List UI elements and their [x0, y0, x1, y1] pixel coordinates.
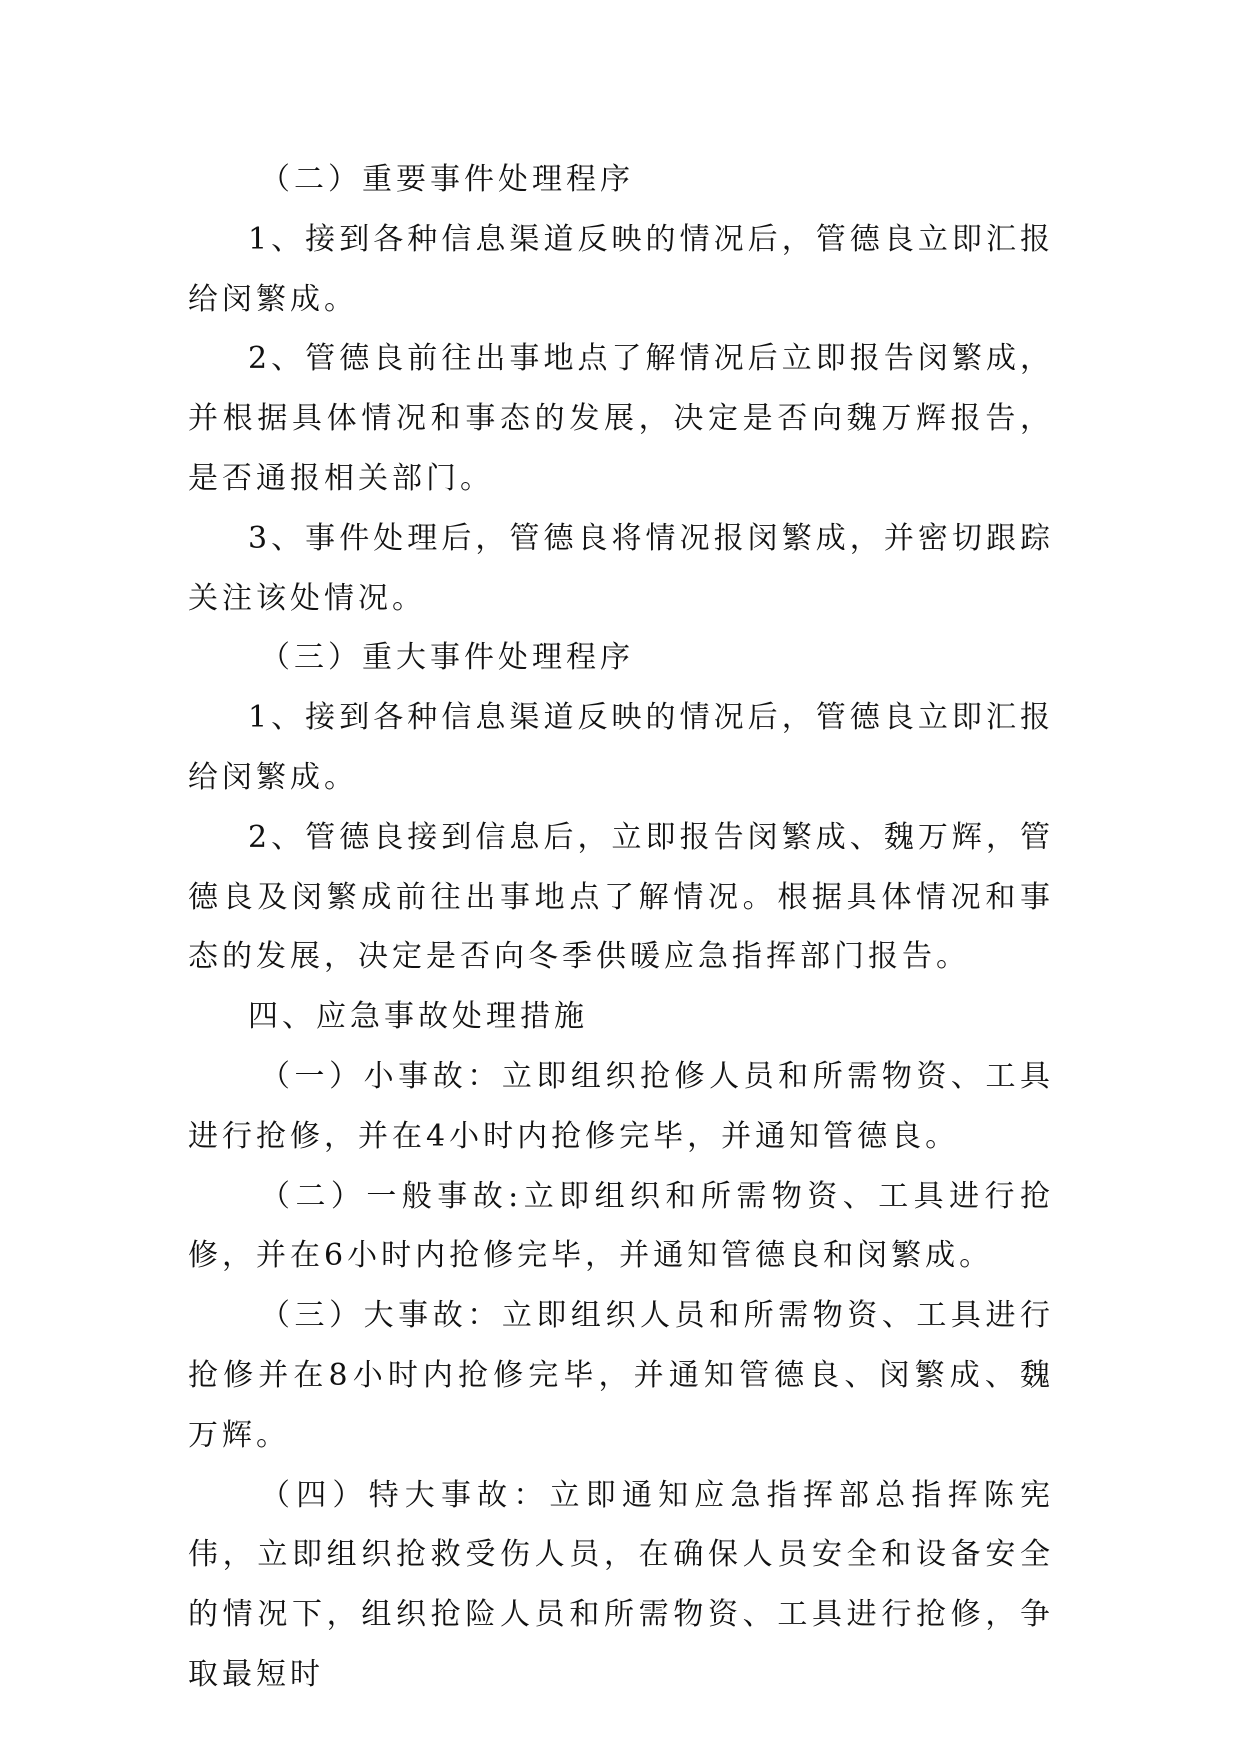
paragraph: 2、管德良接到信息后，立即报告闵繁成、魏万辉，管德良及闵繁成前往出事地点了解情况。根据具体情况和事态的发展，决定是否向冬季供暖应急指挥部门报告。	[188, 819, 1054, 975]
paragraph: 1、接到各种信息渠道反映的情况后，管德良立即汇报给闵繁成。	[188, 700, 1054, 795]
section-heading-emergency-measures: 四、应急事故处理措施	[248, 999, 588, 1035]
paragraph-extra-large-accident: （四）特大事故：立即通知应急指挥部总指挥陈宪伟，立即组织抢救受伤人员，在确保人员安全和设备安全的情况下，组织抢险人员和所需物资、工具进行抢修，争取最短时	[188, 1477, 1054, 1692]
paragraph: 1、接到各种信息渠道反映的情况后，管德良立即汇报给闵繁成。	[188, 221, 1054, 317]
section-heading-major-events: （三）重大事件处理程序	[260, 640, 634, 676]
document-body	[188, 150, 1054, 1705]
paragraph-small-accident: （一）小事故：立即组织抢修人员和所需物资、工具进行抢修，并在4小时内抢修完毕，并通知管德良。	[188, 1058, 1054, 1154]
paragraph: 2、管德良前往出事地点了解情况后立即报告闵繁成，并根据具体情况和事态的发展，决定是否向魏万辉报告，是否通报相关部门。	[188, 341, 1054, 496]
paragraph-general-accident: （二）一般事故:立即组织和所需物资、工具进行抢修，并在6小时内抢修完毕，并通知管德良和闵繁成。	[188, 1178, 1054, 1274]
section-heading-important-events: （二）重要事件处理程序	[260, 162, 634, 197]
paragraph-large-accident: （三）大事故：立即组织人员和所需物资、工具进行抢修并在8小时内抢修完毕，并通知管德良、闵繁成、魏万辉。	[188, 1298, 1054, 1453]
paragraph: 3、事件处理后，管德良将情况报闵繁成，并密切跟踪关注该处情况。	[188, 520, 1054, 616]
